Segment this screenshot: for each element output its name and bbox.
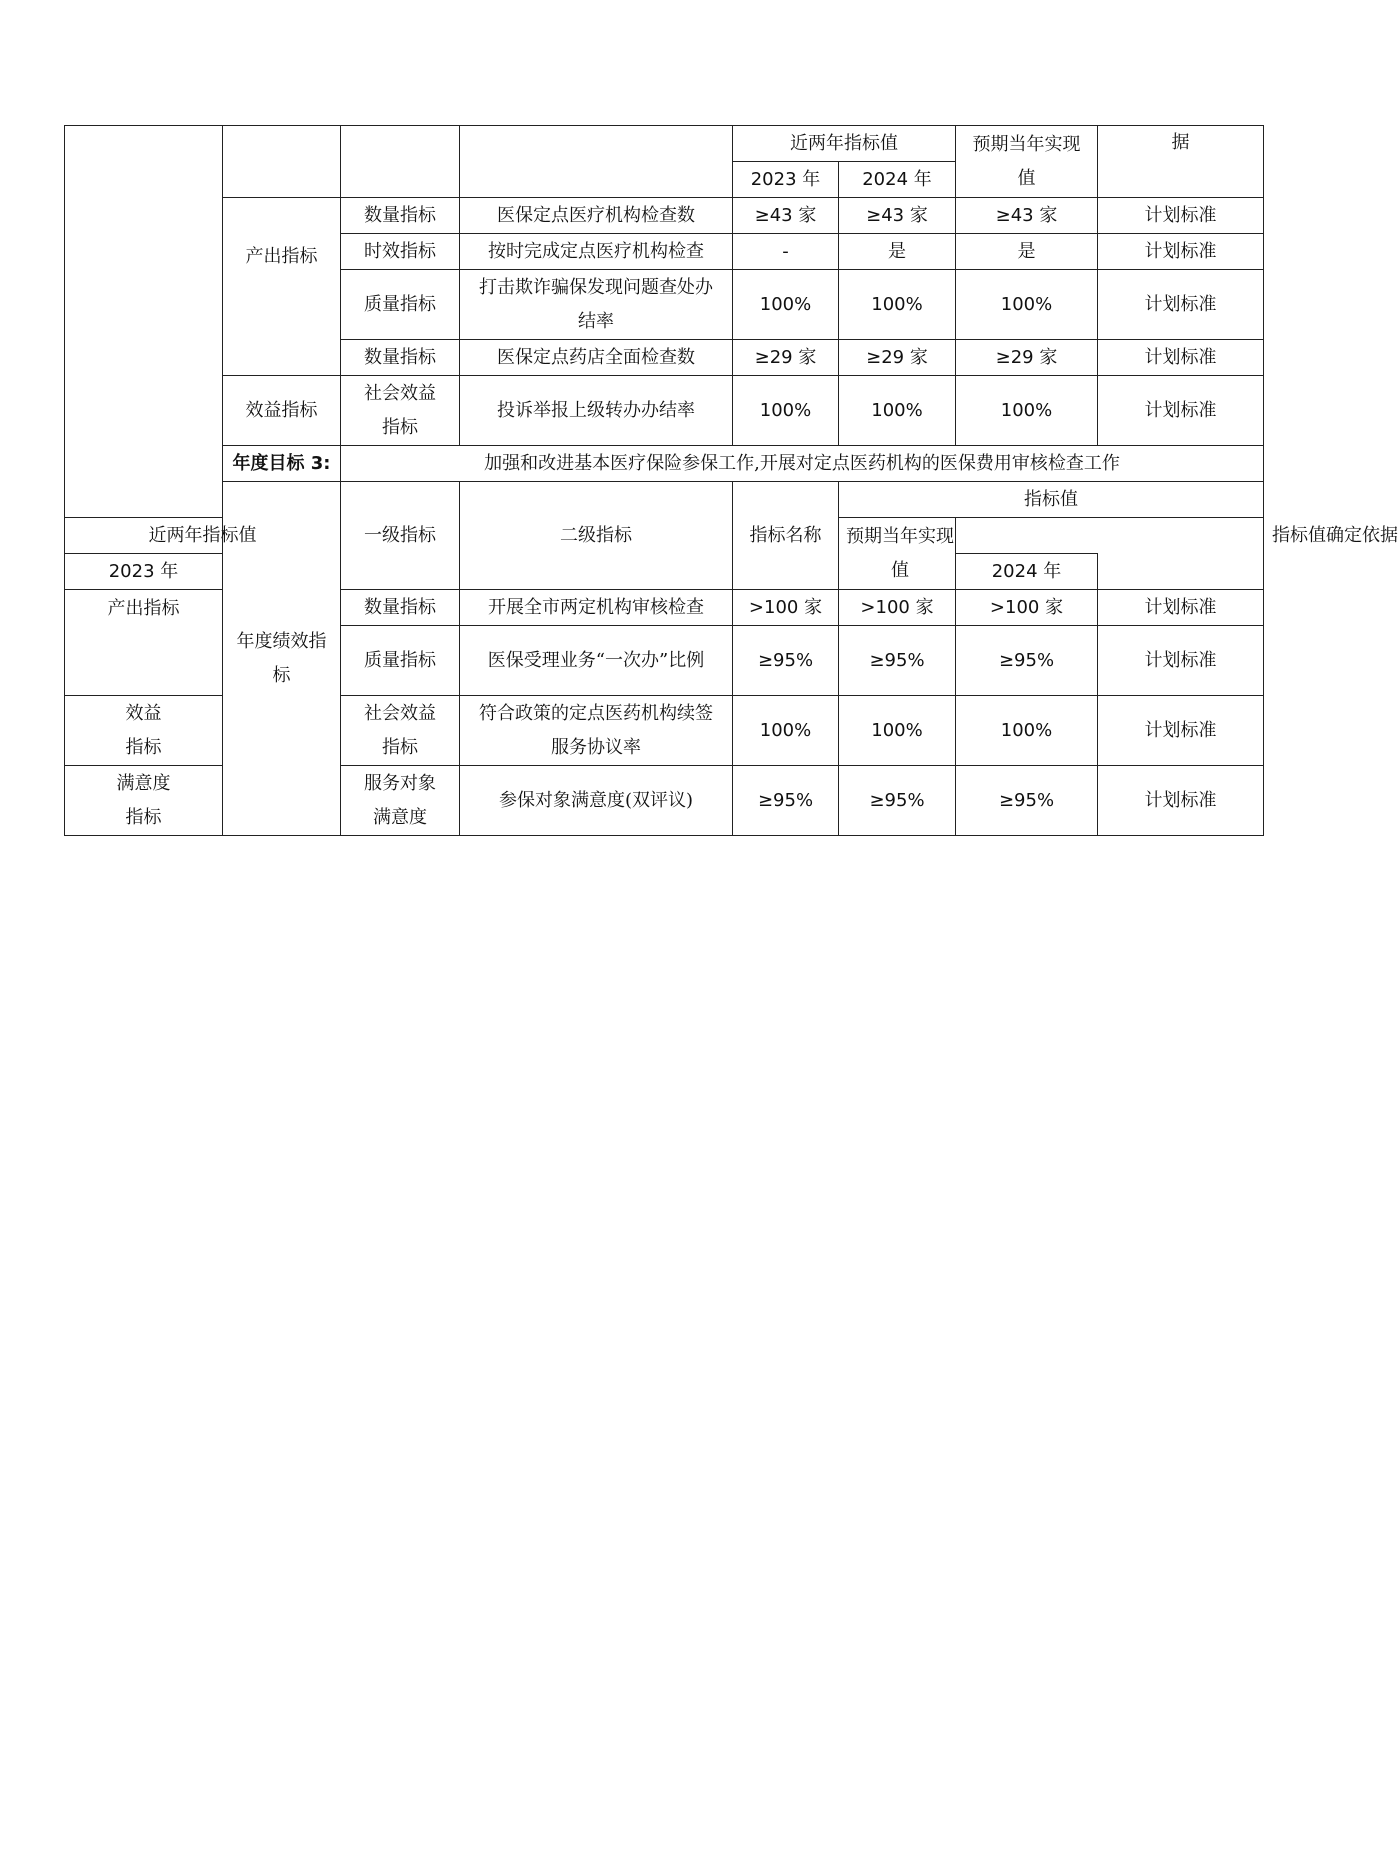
- level2-cell-text: 服务对象满意度: [364, 772, 436, 828]
- value-expected: 100%: [956, 376, 1098, 446]
- header-level2: 二级指标: [460, 482, 733, 590]
- level2-cell: 数量指标: [341, 198, 460, 234]
- level2-cell: 时效指标: [341, 234, 460, 270]
- header-year-2024-2: 2024 年: [956, 554, 1098, 590]
- level1-satisfaction: [65, 766, 223, 836]
- value-expected: 是: [956, 234, 1098, 270]
- level2-cell: 质量指标: [341, 626, 460, 696]
- header-level1: 一级指标: [341, 482, 460, 590]
- value-basis: 计划标准: [1098, 696, 1264, 766]
- value-2024: 100%: [839, 270, 956, 340]
- value-2024: ≥95%: [839, 626, 956, 696]
- level1-output-2: 产出指标: [65, 590, 223, 696]
- header-level1-cell-continued: [223, 126, 341, 198]
- value-basis: 计划标准: [1098, 234, 1264, 270]
- header-basis-text: 指标值确定依据: [1272, 524, 1398, 546]
- value-2024: ≥95%: [839, 766, 956, 836]
- table-row: [65, 198, 1264, 234]
- indicator-name: [460, 270, 733, 340]
- side-label: 年度绩效指标: [223, 482, 341, 836]
- level2-cell: [341, 376, 460, 446]
- level2-cell: [341, 766, 460, 836]
- goal-row: [65, 446, 1264, 482]
- value-basis: 计划标准: [1098, 198, 1264, 234]
- indicator-name: 投诉举报上级转办办结率: [460, 376, 733, 446]
- level2-cell-text: 社会效益指标: [364, 382, 436, 438]
- value-2024: 100%: [839, 696, 956, 766]
- level1-benefit: 效益指标: [223, 376, 341, 446]
- value-expected: 100%: [956, 270, 1098, 340]
- value-expected: ≥95%: [956, 626, 1098, 696]
- indicator-name: 按时完成定点医疗机构检查: [460, 234, 733, 270]
- value-2023: 100%: [733, 270, 839, 340]
- table-row: [65, 376, 1264, 446]
- header-expected-current-label: 预期当年实现值: [972, 133, 1081, 189]
- value-basis: 计划标准: [1098, 270, 1264, 340]
- value-basis: 计划标准: [1098, 626, 1264, 696]
- level2-cell: [341, 696, 460, 766]
- value-expected: >100 家: [956, 590, 1098, 626]
- header-expected-current-2-text: 预期当年实现值: [846, 525, 954, 581]
- indicator-name: 医保定点药店全面检查数: [460, 340, 733, 376]
- value-2023: ≥43 家: [733, 198, 839, 234]
- value-expected: ≥95%: [956, 766, 1098, 836]
- level2-cell: 数量指标: [341, 340, 460, 376]
- indicator-name: 开展全市两定机构审核检查: [460, 590, 733, 626]
- header-basis-tail: 据: [1098, 126, 1264, 198]
- value-2024: ≥43 家: [839, 198, 956, 234]
- header-recent-two-years: 近两年指标值: [733, 126, 956, 162]
- goal-label: 年度目标 3:: [223, 446, 341, 482]
- value-2024: 100%: [839, 376, 956, 446]
- header-indicator-value: 指标值: [839, 482, 1264, 518]
- value-2023: 100%: [733, 376, 839, 446]
- level1-benefit-2: [65, 696, 223, 766]
- header-year-2023: 2023 年: [733, 162, 839, 198]
- value-2023: 100%: [733, 696, 839, 766]
- value-2024: >100 家: [839, 590, 956, 626]
- level1-output: 产出指标: [223, 198, 341, 376]
- header-year-2024: 2024 年: [839, 162, 956, 198]
- level2-cell: 数量指标: [341, 590, 460, 626]
- indicator-name: [460, 626, 733, 696]
- header-name-cell-continued: [460, 126, 733, 198]
- value-basis: 计划标准: [1098, 376, 1264, 446]
- level1-benefit-2-text: 效益指标: [125, 702, 162, 758]
- performance-indicator-table: [64, 125, 1398, 836]
- indicator-name-text: 符合政策的定点医药机构续签服务协议率: [479, 702, 713, 758]
- indicator-name-text: 医保受理业务“一次办”比例: [487, 649, 705, 671]
- header-indicator-name: 指标名称: [733, 482, 839, 590]
- header-level2-cell-continued: [341, 126, 460, 198]
- header-year-2023-2: 2023 年: [65, 554, 223, 590]
- indicator-name: 医保定点医疗机构检查数: [460, 198, 733, 234]
- goal-text: 加强和改进基本医疗保险参保工作,开展对定点医药机构的医保费用审核检查工作: [341, 446, 1264, 482]
- indicator-name: 参保对象满意度(双评议): [460, 766, 733, 836]
- value-basis: 计划标准: [1098, 590, 1264, 626]
- header-expected-current-2: [839, 518, 956, 590]
- value-2023: -: [733, 234, 839, 270]
- level2-cell-text: 社会效益指标: [364, 702, 436, 758]
- value-2024: ≥29 家: [839, 340, 956, 376]
- value-basis: 计划标准: [1098, 340, 1264, 376]
- indicator-name-text: 打击欺诈骗保发现问题查处办结率: [479, 276, 713, 332]
- value-2024: 是: [839, 234, 956, 270]
- value-expected: 100%: [956, 696, 1098, 766]
- header-recent-two-years-2: 近两年指标值: [65, 518, 341, 554]
- level1-satisfaction-text: 满意度指标: [116, 772, 171, 828]
- level2-cell: 质量指标: [341, 270, 460, 340]
- header-expected-current: [956, 126, 1098, 198]
- value-2023: ≥95%: [733, 766, 839, 836]
- value-2023: ≥95%: [733, 626, 839, 696]
- value-2023: ≥29 家: [733, 340, 839, 376]
- side-label-cell-continued: [65, 126, 223, 518]
- indicator-name: [460, 696, 733, 766]
- value-expected: ≥29 家: [956, 340, 1098, 376]
- performance-table-page: [64, 125, 1398, 836]
- value-basis: 计划标准: [1098, 766, 1264, 836]
- value-2023: >100 家: [733, 590, 839, 626]
- value-expected: ≥43 家: [956, 198, 1098, 234]
